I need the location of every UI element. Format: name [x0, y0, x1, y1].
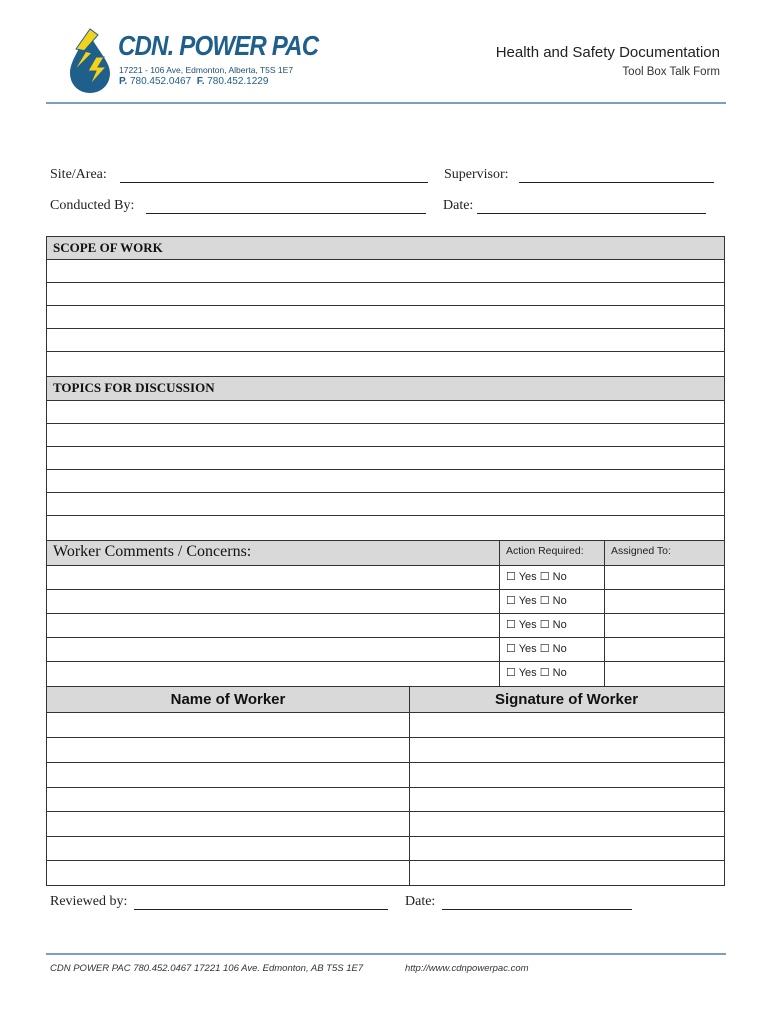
supervisor-field[interactable]	[519, 182, 714, 183]
footer-website[interactable]: http://www.cdnpowerpac.com	[405, 963, 529, 974]
document-title: Health and Safety Documentation	[495, 44, 720, 61]
header-divider	[46, 102, 726, 104]
scope-header-row	[47, 237, 724, 260]
document-subtitle: Tool Box Talk Form	[622, 66, 720, 78]
topics-line-5[interactable]	[47, 493, 724, 516]
worker-column-divider	[409, 687, 410, 885]
topics-line-6[interactable]	[47, 516, 724, 540]
comment-row-1[interactable]	[47, 566, 724, 590]
supervisor-label: Supervisor:	[444, 167, 509, 182]
assigned-column-divider	[604, 541, 605, 686]
reviewed-by-field[interactable]	[134, 909, 388, 910]
scope-of-work-table	[46, 236, 725, 377]
workers-table	[46, 686, 725, 886]
comment-row-4[interactable]	[47, 638, 724, 662]
comments-heading: Worker Comments / Concerns:	[53, 543, 252, 560]
topics-line-4[interactable]	[47, 470, 724, 493]
date-label: Date:	[443, 198, 474, 213]
site-area-field[interactable]	[120, 182, 428, 183]
site-area-label: Site/Area:	[50, 167, 107, 182]
worker-row-4[interactable]	[47, 788, 724, 812]
worker-row-5[interactable]	[47, 812, 724, 837]
scope-line-1[interactable]	[47, 260, 724, 283]
scope-line-2[interactable]	[47, 283, 724, 306]
comment-row-5[interactable]	[47, 662, 724, 686]
signature-of-worker-heading: Signature of Worker	[494, 691, 639, 708]
comment-row-2[interactable]	[47, 590, 724, 614]
topics-table	[46, 376, 725, 541]
scope-heading: SCOPE OF WORK	[53, 240, 163, 255]
review-date-label: Date:	[405, 894, 436, 909]
topics-line-2[interactable]	[47, 424, 724, 447]
date-field[interactable]	[477, 213, 706, 214]
action-checkbox-3[interactable]: ☐ Yes ☐ No	[506, 619, 567, 631]
fax-number: 780.452.1229	[207, 76, 269, 87]
action-column-divider	[499, 541, 500, 686]
conducted-by-field[interactable]	[146, 213, 426, 214]
phone-label: P.	[119, 76, 128, 87]
phone-number: 780.452.0467	[129, 76, 192, 87]
worker-row-2[interactable]	[47, 738, 724, 763]
topics-line-1[interactable]	[47, 401, 724, 424]
scope-line-4[interactable]	[47, 329, 724, 352]
worker-row-3[interactable]	[47, 763, 724, 788]
worker-row-1[interactable]	[47, 713, 724, 738]
comments-table	[46, 540, 725, 687]
comment-row-3[interactable]	[47, 614, 724, 638]
company-phones	[119, 76, 268, 87]
action-checkbox-2[interactable]: ☐ Yes ☐ No	[506, 595, 567, 607]
topics-header-row	[47, 377, 724, 401]
worker-row-6[interactable]	[47, 837, 724, 861]
footer-company-info: CDN POWER PAC 780.452.0467 17221 106 Ave. Edmonton, AB T5S 1E7	[50, 963, 364, 974]
worker-row-7[interactable]	[47, 861, 724, 885]
conducted-by-label: Conducted By:	[50, 198, 135, 213]
name-of-worker-heading: Name of Worker	[170, 691, 286, 708]
comments-header-row	[47, 541, 724, 566]
workers-header-row	[47, 687, 724, 713]
action-checkbox-1[interactable]: ☐ Yes ☐ No	[506, 571, 567, 583]
company-address: 17221 - 106 Ave, Edmonton, Alberta, T5S 1E7	[119, 65, 294, 75]
scope-line-3[interactable]	[47, 306, 724, 329]
footer-divider	[46, 953, 726, 955]
action-required-heading: Action Required:	[506, 545, 584, 557]
action-checkbox-4[interactable]: ☐ Yes ☐ No	[506, 643, 567, 655]
fax-label: F.	[196, 76, 205, 87]
assigned-to-heading: Assigned To:	[611, 545, 671, 557]
topics-line-3[interactable]	[47, 447, 724, 470]
topics-heading: TOPICS FOR DISCUSSION	[53, 380, 215, 395]
review-date-field[interactable]	[442, 909, 632, 910]
scope-line-5[interactable]	[47, 352, 724, 376]
action-checkbox-5[interactable]: ☐ Yes ☐ No	[506, 667, 567, 679]
lightning-drop-icon	[66, 27, 122, 97]
brand-name: CDN. POWER PAC	[118, 30, 319, 61]
reviewed-by-label: Reviewed by:	[50, 894, 128, 909]
